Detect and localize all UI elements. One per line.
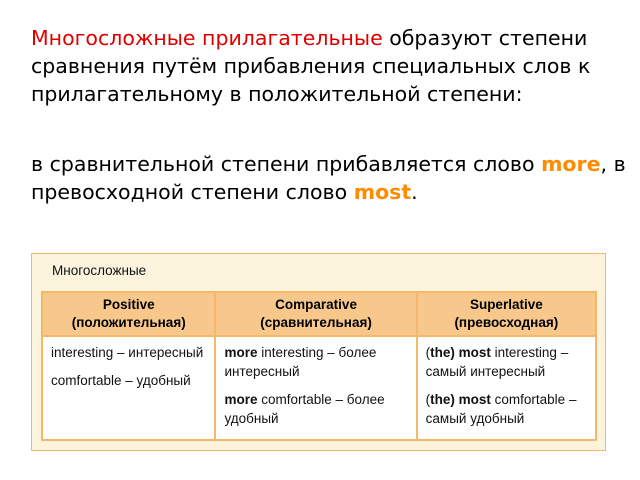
cell-superlative (417, 336, 596, 440)
comparison-card (31, 253, 606, 451)
header-comparative-ru: (сравнительная) (260, 315, 372, 330)
positive-example-2: comfortable – удобный (51, 373, 191, 388)
table-row (42, 336, 596, 440)
rule-text-part1: в сравнительной степени прибавляется слово (31, 152, 542, 176)
keyword-most: most (353, 180, 412, 204)
comparative-text-1: interesting – более интересный (224, 345, 377, 379)
intro-paragraph (31, 24, 591, 108)
comparative-keyword-2: more (224, 392, 258, 407)
cell-comparative (215, 336, 416, 440)
superlative-keyword-1: the) most (430, 345, 491, 360)
table-header-row (42, 292, 596, 336)
header-positive-en: Positive (102, 297, 155, 312)
positive-example-1: interesting – интересный (51, 345, 204, 360)
comparative-keyword-1: more (224, 345, 258, 360)
superlative-text-2: comfortable – самый удобный (425, 392, 577, 426)
comparative-example-2 (224, 390, 407, 428)
rule-paragraph (31, 150, 636, 206)
superlative-text-1: interesting – самый интересный (425, 345, 569, 379)
header-superlative (417, 292, 596, 336)
keyword-more: more (541, 152, 601, 176)
header-positive-ru: (положительная) (71, 315, 186, 330)
comparative-example-1 (224, 343, 407, 381)
superlative-example-2 (426, 390, 587, 428)
superlative-example-1 (426, 343, 587, 381)
header-superlative-ru: (превосходная) (454, 315, 559, 330)
comparison-table (41, 291, 597, 441)
header-comparative-en: Comparative (275, 297, 357, 312)
superlative-keyword-2: the) most (430, 392, 491, 407)
card-caption: Многосложные (52, 263, 147, 278)
header-superlative-en: Superlative (469, 297, 543, 312)
cell-positive (42, 336, 215, 440)
superlative-paren-1: ( (425, 345, 431, 360)
rule-text-part3: . (411, 180, 418, 204)
intro-rest-text: образуют степени сравнения путём прибавления специальных слов к прилагательному в положительной степени: (31, 26, 591, 106)
superlative-paren-2: ( (425, 392, 431, 407)
rule-text-part2: , в превосходной степени слово (31, 152, 626, 204)
header-comparative (215, 292, 416, 336)
header-positive (42, 292, 215, 336)
comparative-text-2: comfortable – более удобный (224, 392, 385, 426)
intro-accent-text: Многосложные прилагательные (31, 26, 383, 50)
